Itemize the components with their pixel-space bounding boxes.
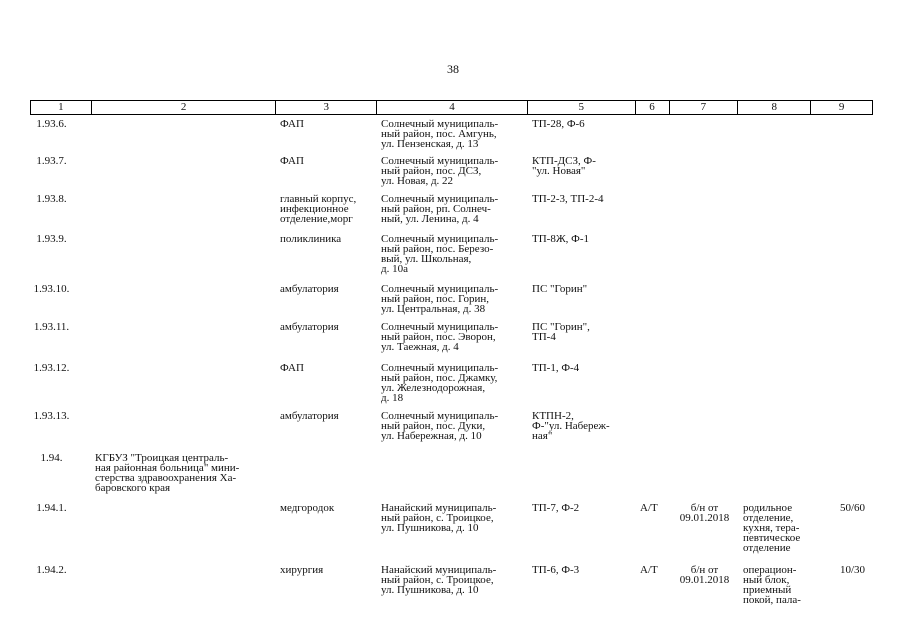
object-cell: хирургия [280, 564, 324, 576]
description-cell [739, 410, 812, 452]
power-source-cell [528, 452, 636, 502]
category-cell [636, 410, 670, 452]
power-source-cell: ТП-6, Ф-3 [532, 564, 580, 576]
object-cell: амбулатория [280, 283, 339, 295]
table-row [30, 283, 873, 321]
address-cell: Нанайский муниципаль- ный район, с. Троицкое, ул. Пушникова, д. 10 [381, 502, 497, 534]
row-number: 1.94.2. [36, 564, 67, 576]
organization-cell: КГБУЗ "Троицкая централь- ная районная больница" мини- стерства здравоохранения Ха- баровского края [95, 452, 240, 494]
object-cell: амбулатория [280, 410, 339, 422]
organization-cell [91, 283, 276, 321]
row-number: 1.93.13. [33, 410, 70, 422]
address-cell: Солнечный муниципаль- ный район, пос. ДСЗ, ул. Новая, д. 22 [381, 155, 499, 187]
power-source-cell: ТП-8Ж, Ф-1 [532, 233, 590, 245]
document-cell [670, 118, 739, 155]
row-number: 1.93.8. [36, 193, 67, 205]
power-source-cell: КТП-ДСЗ, Ф- "ул. Новая" [532, 155, 596, 177]
power-source-cell: ПС "Горин", ТП-4 [532, 321, 590, 343]
column-header: 6 [636, 101, 670, 114]
address-cell [377, 452, 528, 502]
organization-cell [91, 502, 276, 564]
column-header: 9 [838, 101, 845, 113]
column-header: 8 [738, 101, 811, 114]
column-header: 7 [670, 101, 739, 114]
address-cell: Солнечный муниципаль- ный район, пос. Джамку, ул. Железнодорожная, д. 18 [381, 362, 499, 404]
power-source-cell: ТП-2-3, ТП-2-4 [532, 193, 604, 205]
address-cell: Солнечный муниципаль- ный район, пос. Эворон, ул. Таежная, д. 4 [381, 321, 499, 353]
table-row [30, 321, 873, 362]
value-cell [812, 283, 873, 321]
table-body [30, 118, 873, 612]
value-cell [812, 362, 873, 410]
description-cell [739, 283, 812, 321]
address-cell: Солнечный муниципаль- ный район, рп. Солнеч- ный, ул. Ленина, д. 4 [381, 193, 499, 225]
column-header: 1 [31, 101, 92, 114]
value-cell [812, 193, 873, 233]
column-header: 3 [276, 101, 377, 114]
organization-cell [91, 193, 276, 233]
category-cell [636, 452, 670, 502]
value-cell: 50/60 [839, 502, 865, 514]
object-cell: медгородок [280, 502, 335, 514]
category-cell [636, 233, 670, 283]
value-cell [812, 233, 873, 283]
table-row [30, 155, 873, 193]
power-source-cell: ТП-7, Ф-2 [532, 502, 580, 514]
power-source-cell: ТП-1, Ф-4 [532, 362, 580, 374]
row-number: 1.93.11. [33, 321, 70, 333]
page-number: 38 [447, 62, 459, 76]
document-cell [670, 321, 739, 362]
column-header: 5 [528, 101, 636, 114]
document-cell [670, 410, 739, 452]
object-cell: главный корпус, инфекционное отделение,морг [280, 193, 357, 225]
power-source-cell: КТПН-2, Ф-"ул. Набереж- ная" [532, 410, 610, 442]
address-cell: Солнечный муниципаль- ный район, пос. Дуки, ул. Набережная, д. 10 [381, 410, 499, 442]
address-cell: Солнечный муниципаль- ный район, пос. Горин, ул. Центральная, д. 38 [381, 283, 499, 315]
description-cell: операцион- ный блок, приемный покой, пала- [743, 564, 801, 606]
row-number: 1.93.6. [36, 118, 67, 130]
row-number: 1.93.10. [33, 283, 70, 295]
value-cell [812, 118, 873, 155]
row-number: 1.93.12. [33, 362, 70, 374]
table-row [30, 193, 873, 233]
row-number: 1.93.7. [36, 155, 67, 167]
object-cell: ФАП [280, 118, 304, 130]
description-cell [739, 233, 812, 283]
power-source-cell: ПС "Горин" [532, 283, 588, 295]
table-row [30, 564, 873, 612]
object-cell: амбулатория [280, 321, 339, 333]
table-row [30, 410, 873, 452]
value-cell [812, 452, 873, 502]
document-cell [670, 452, 739, 502]
document-cell: б/н от 09.01.2018 [679, 502, 730, 524]
description-cell [739, 452, 812, 502]
document-cell [670, 362, 739, 410]
description-cell [739, 362, 812, 410]
organization-cell [91, 118, 276, 155]
document-cell [670, 155, 739, 193]
description-cell [739, 321, 812, 362]
table-row [30, 118, 873, 155]
table-row [30, 362, 873, 410]
document-cell [670, 283, 739, 321]
object-cell: поликлиника [280, 233, 342, 245]
category-cell [636, 193, 670, 233]
object-cell: ФАП [280, 362, 304, 374]
column-header: 2 [92, 101, 277, 114]
column-header: 4 [377, 101, 528, 114]
row-number: 1.94.1. [36, 502, 67, 514]
organization-cell [91, 321, 276, 362]
table-header [30, 100, 873, 115]
organization-cell [91, 564, 276, 612]
organization-cell [91, 155, 276, 193]
address-cell: Солнечный муниципаль- ный район, пос. Березо- вый, ул. Школьная, д. 10а [381, 233, 499, 275]
category-cell [636, 118, 670, 155]
category-cell [636, 321, 670, 362]
value-cell: 10/30 [839, 564, 865, 576]
value-cell [812, 155, 873, 193]
table-row [30, 233, 873, 283]
value-cell [812, 410, 873, 452]
address-cell: Солнечный муниципаль- ный район, пос. Амгунь, ул. Пензенская, д. 13 [381, 118, 499, 150]
organization-cell [91, 233, 276, 283]
document-cell: б/н от 09.01.2018 [679, 564, 730, 586]
description-cell: родильное отделение, кухня, тера- певтическое отделение [743, 502, 801, 554]
category-cell: А/Т [640, 564, 658, 576]
category-cell [636, 362, 670, 410]
object-cell: ФАП [280, 155, 304, 167]
category-cell [636, 155, 670, 193]
description-cell [739, 155, 812, 193]
row-number: 1.93.9. [36, 233, 67, 245]
description-cell [739, 193, 812, 233]
address-cell: Нанайский муниципаль- ный район, с. Троицкое, ул. Пушникова, д. 10 [381, 564, 497, 596]
table-row [30, 452, 873, 502]
organization-cell [91, 362, 276, 410]
category-cell: А/Т [640, 502, 658, 514]
value-cell [812, 321, 873, 362]
description-cell [739, 118, 812, 155]
table-row [30, 502, 873, 564]
power-source-cell: ТП-28, Ф-6 [532, 118, 585, 130]
document-cell [670, 193, 739, 233]
row-number: 1.94. [40, 452, 63, 464]
organization-cell [91, 410, 276, 452]
document-cell [670, 233, 739, 283]
category-cell [636, 283, 670, 321]
object-cell [276, 452, 377, 502]
